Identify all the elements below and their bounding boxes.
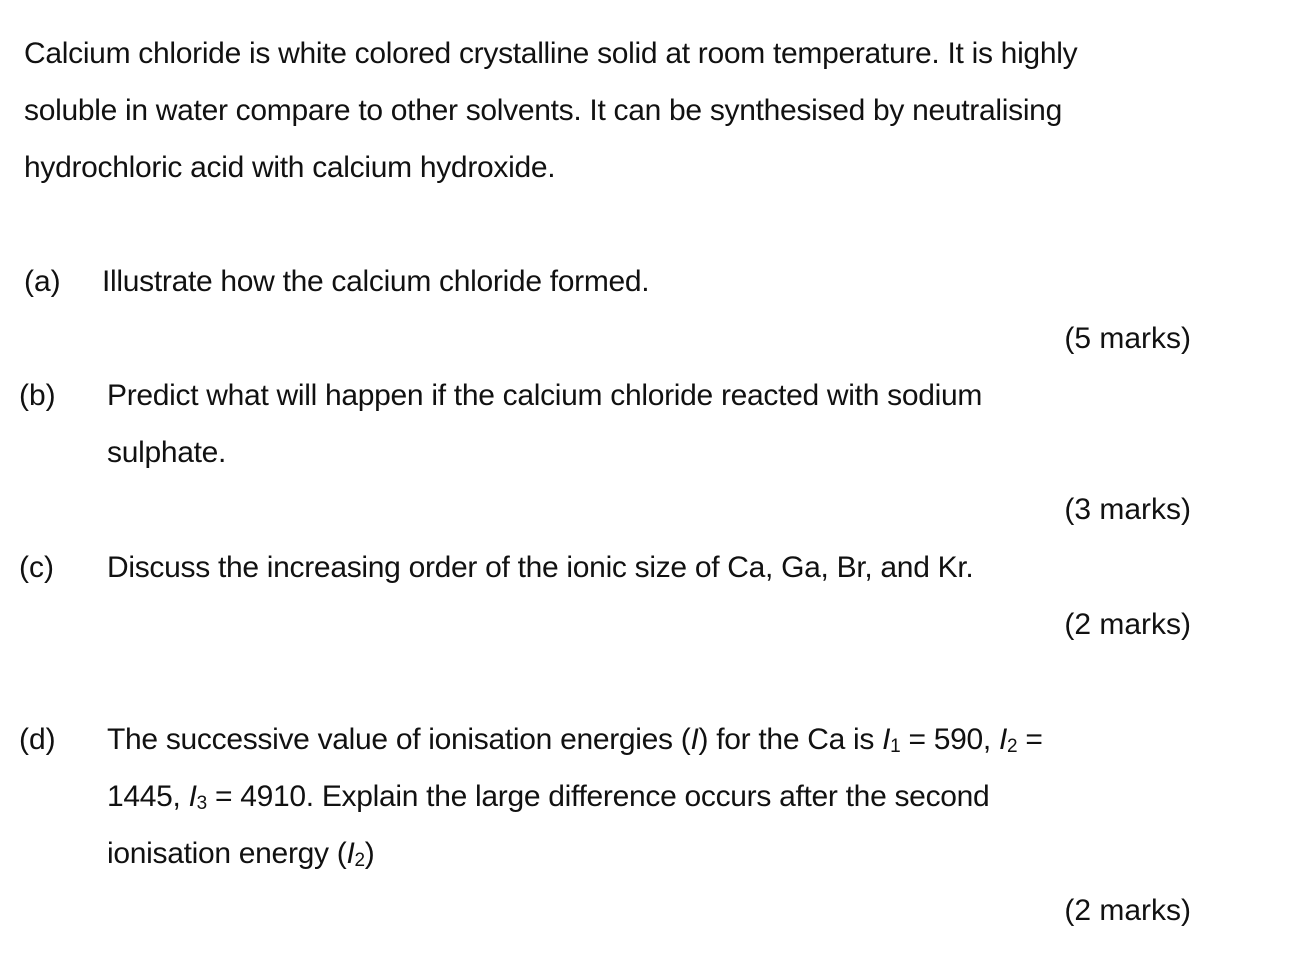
question-d-marks: (2 marks) <box>1064 894 1191 927</box>
i1-symbol: I <box>882 723 891 756</box>
question-b-marks: (3 marks) <box>1064 493 1191 526</box>
i2-symbol-line3: I <box>346 837 355 870</box>
question-d-text-1d: = <box>1017 723 1043 756</box>
question-c-marks: (2 marks) <box>1064 608 1191 641</box>
question-c-text: Discuss the increasing order of the ionic size of Ca, Ga, Br, and Kr. <box>107 551 974 584</box>
question-d-label: (d) <box>19 723 56 756</box>
question-d-text-3b: ) <box>364 837 375 870</box>
question-b-label: (b) <box>19 379 56 412</box>
question-a-label: (a) <box>24 265 61 298</box>
i2-symbol: I <box>998 723 1008 756</box>
i2-subscript: 2 <box>1007 736 1018 757</box>
question-d-text-1c: = 590, <box>900 723 999 756</box>
question-d-text-3a: ionisation energy ( <box>107 837 347 870</box>
question-d-text-2b: = 4910. Explain the large difference occurs after the second <box>206 780 990 813</box>
question-b-text-2: sulphate. <box>107 436 227 469</box>
i1-subscript: 1 <box>890 736 901 757</box>
question-d-text-2a: 1445, <box>107 780 189 813</box>
question-d-text-1a: The successive value of ionisation energies ( <box>107 723 691 756</box>
intro-line-2: soluble in water compare to other solvents. It can be synthesised by neutralising <box>24 94 1062 127</box>
question-d-text-2 <box>107 779 989 822</box>
intro-line-1: Calcium chloride is white colored crystalline solid at room temperature. It is highly <box>24 37 1078 70</box>
i2-subscript-line3: 2 <box>354 850 365 871</box>
intro-line-3: hydrochloric acid with calcium hydroxide. <box>24 151 556 184</box>
i3-subscript: 3 <box>196 793 207 814</box>
i3-symbol: I <box>188 780 197 813</box>
question-a-text: Illustrate how the calcium chloride formed. <box>102 265 650 298</box>
question-d-text-3 <box>107 836 374 879</box>
question-d-text-1 <box>107 722 1043 765</box>
question-b-text-1: Predict what will happen if the calcium chloride reacted with sodium <box>107 379 983 412</box>
question-d-text-1b: ) for the Ca is <box>698 723 883 756</box>
ionisation-symbol: I <box>690 723 699 756</box>
question-a-marks: (5 marks) <box>1064 322 1191 355</box>
question-c-label: (c) <box>19 551 54 584</box>
